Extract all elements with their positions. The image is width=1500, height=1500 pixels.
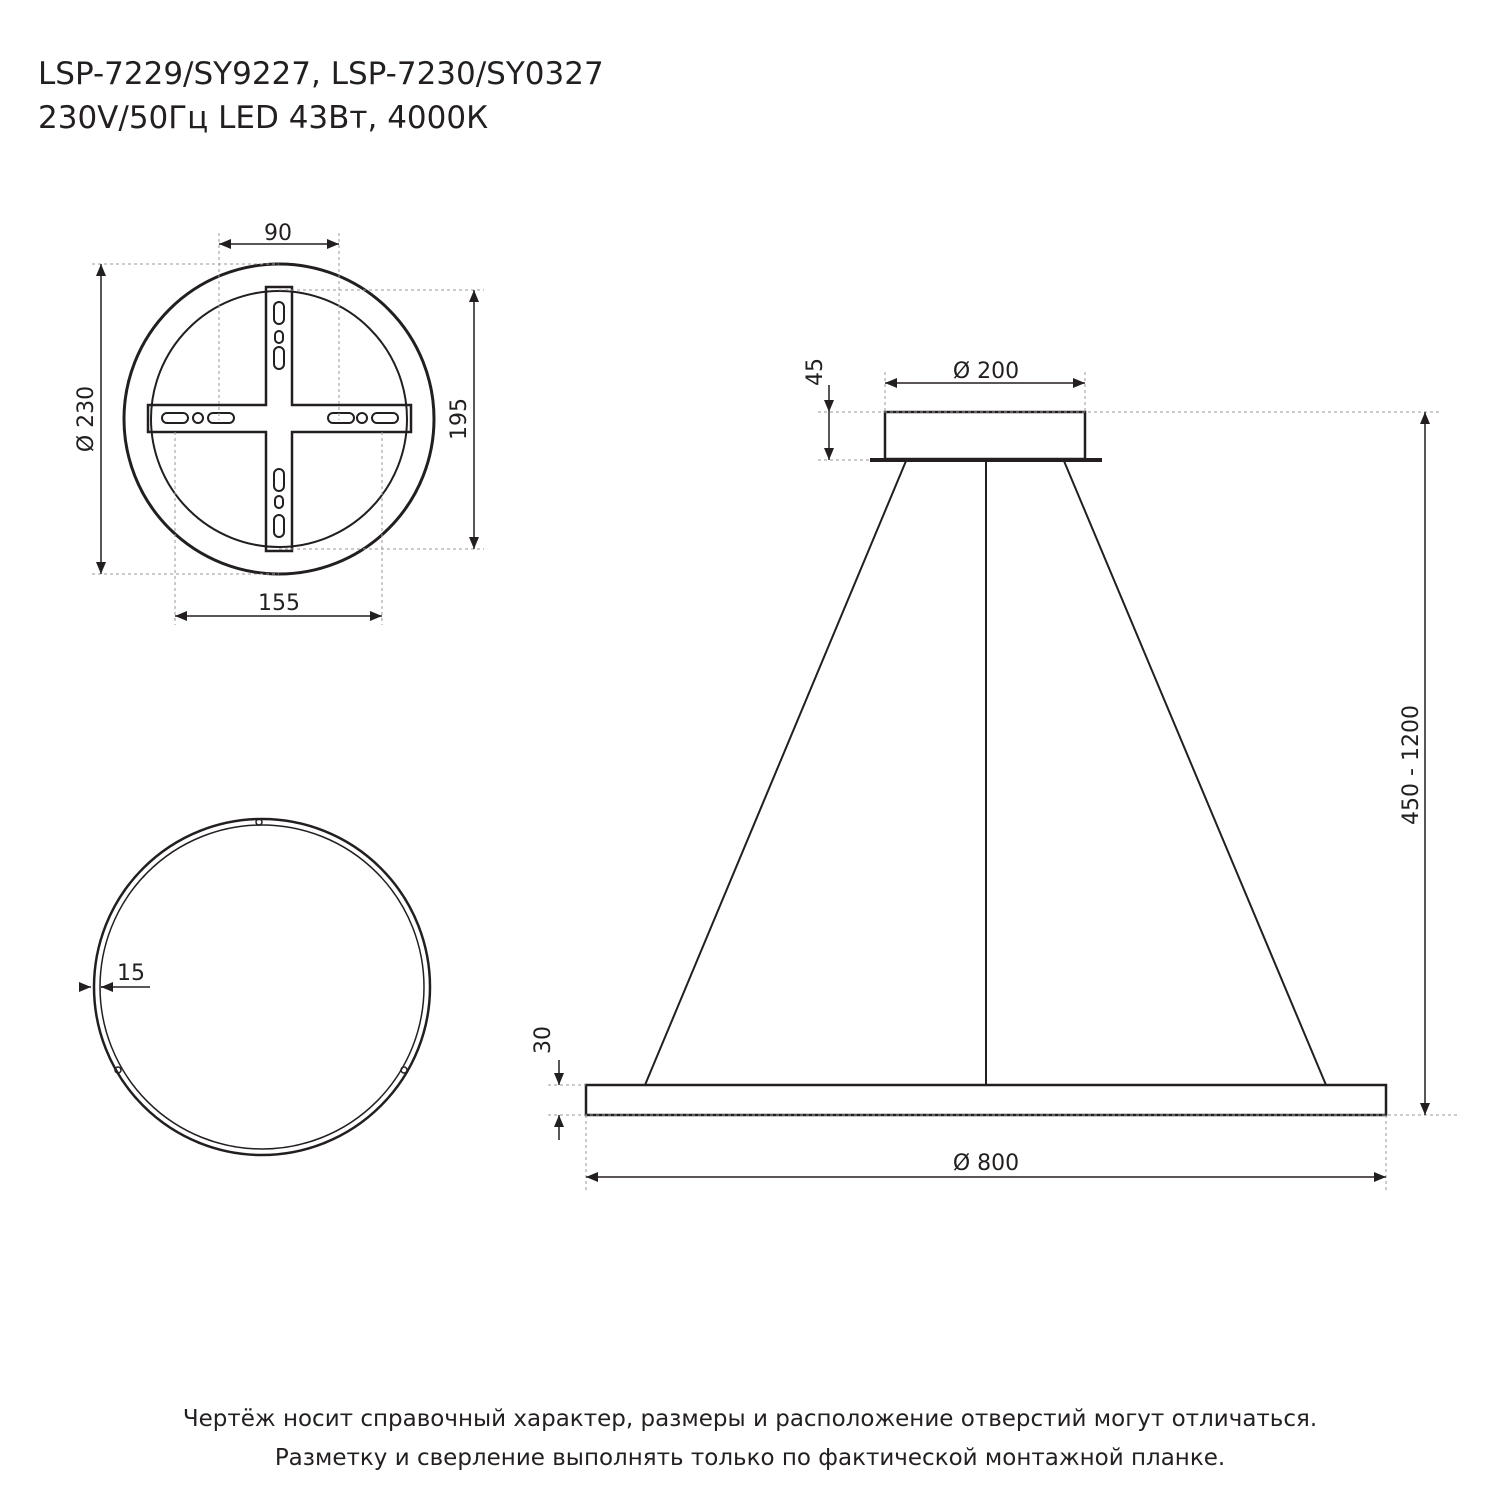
drawing-disclaimer bbox=[0, 1400, 1500, 1478]
pendant-side-view bbox=[548, 372, 1460, 1192]
suspension-cable-right bbox=[1064, 461, 1326, 1085]
plate-outer-circle bbox=[124, 264, 434, 574]
dim-label-15: 15 bbox=[117, 961, 145, 986]
model-numbers: LSP-7229/SY9227, LSP-7230/SY0327 bbox=[38, 56, 604, 92]
dim-label-diameter-800: Ø 800 bbox=[952, 1151, 1020, 1176]
dim-label-diameter-230: Ø 230 bbox=[74, 385, 99, 453]
dim-label-195: 195 bbox=[447, 398, 472, 440]
canopy bbox=[885, 412, 1085, 459]
mounting-plate-view bbox=[92, 233, 484, 625]
ring-top-view bbox=[80, 819, 430, 1155]
suspension-cable-left bbox=[645, 461, 906, 1085]
led-ring-profile bbox=[586, 1085, 1386, 1115]
bracket-slots bbox=[162, 302, 398, 537]
dim-label-30: 30 bbox=[531, 1026, 556, 1054]
disclaimer-line-1: Чертёж носит справочный характер, размеры и расположение отверстий могут отличаться. bbox=[182, 1406, 1318, 1432]
dim-label-90: 90 bbox=[264, 221, 292, 246]
dim-label-diameter-200: Ø 200 bbox=[952, 359, 1020, 384]
dim-label-45: 45 bbox=[803, 358, 828, 386]
disclaimer-line-2: Разметку и сверление выполнять только по фактической монтажной планке. bbox=[274, 1445, 1226, 1471]
dim-label-450-1200: 450 - 1200 bbox=[1399, 705, 1424, 825]
dim-label-155: 155 bbox=[258, 591, 300, 616]
electrical-specs: 230V/50Гц LED 43Вт, 4000К bbox=[38, 100, 489, 136]
